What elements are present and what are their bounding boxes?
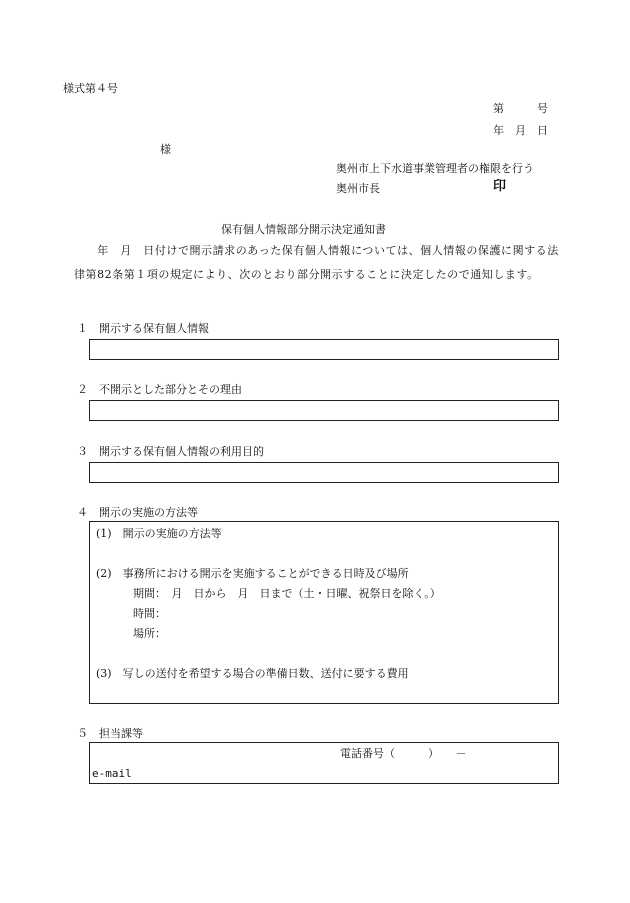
form-number: 様式第４号: [63, 82, 118, 95]
document-title: 保有個人情報部分開示決定通知書: [221, 223, 386, 236]
section-1-heading: １ 開示する保有個人情報: [77, 322, 209, 335]
section-3-heading: ３ 開示する保有個人情報の利用目的: [77, 445, 264, 458]
section-3-box[interactable]: [89, 462, 559, 483]
section-1-box[interactable]: [89, 339, 559, 360]
issuer-name: 奥州市長: [336, 182, 380, 195]
recipient-suffix: 様: [160, 143, 171, 156]
issuer-title: 奥州市上下水道事業管理者の権限を行う: [336, 162, 534, 175]
method-place: 場所：: [133, 627, 166, 640]
method-item-1: (1) 開示の実施の方法等: [96, 527, 222, 540]
section-4-heading: ４ 開示の実施の方法等: [77, 506, 198, 519]
section-5-box: [89, 742, 559, 784]
contact-email: e-mail: [92, 767, 132, 780]
method-item-2: (2) 事務所における開示を実施することができる日時及び場所: [96, 567, 409, 580]
method-time: 時間：: [133, 607, 166, 620]
section-2-heading: ２ 不開示とした部分とその理由: [77, 383, 242, 396]
seal-mark: 印: [493, 179, 507, 194]
method-period: 期間： 月 日から 月 日まで（土・日曜、祝祭日を除く。）: [133, 587, 441, 600]
method-item-3: (3) 写しの送付を希望する場合の準備日数、送付に要する費用: [96, 667, 409, 680]
document-number: 第 号: [493, 102, 548, 115]
section-2-box[interactable]: [89, 400, 559, 421]
intro-paragraph: 年 月 日付けで開示請求のあった保有個人情報については、個人情報の保護に関する法律第82条第１項の規定により、次のとおり部分開示することに決定したので通知します。: [74, 244, 559, 281]
contact-phone: 電話番号（ ） －: [340, 747, 467, 760]
document-date: 年 月 日: [493, 124, 548, 137]
section-5-heading: ５ 担当課等: [77, 727, 143, 740]
